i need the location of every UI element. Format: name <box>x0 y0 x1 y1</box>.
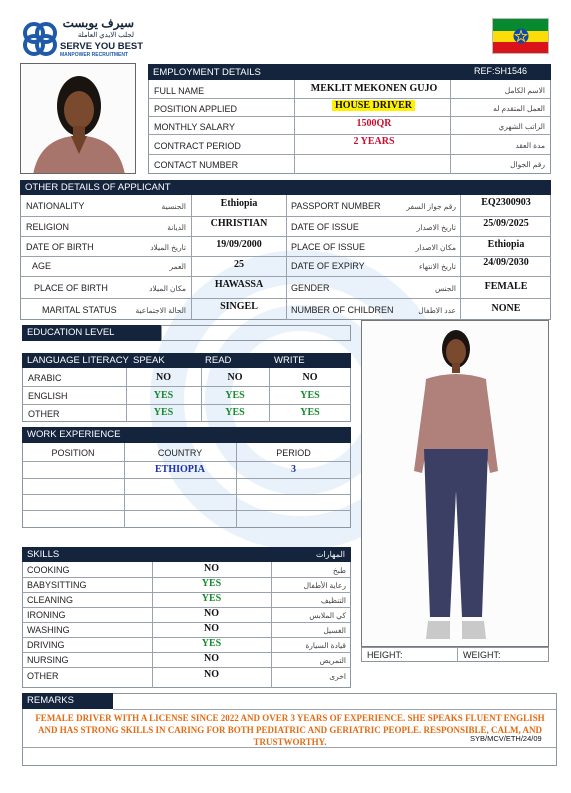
children-arabic: عدد الاطفال <box>418 306 456 315</box>
skill-babysitting-label: BABYSITTING <box>27 580 87 590</box>
employment-header: EMPLOYMENT DETAILS <box>153 67 261 78</box>
gender-arabic: الجنس <box>434 284 456 293</box>
dob-arabic: تاريخ الميلاد <box>150 243 186 252</box>
salary-arabic: الراتب الشهري <box>498 122 545 131</box>
issue-place-arabic: مكان الاصدار <box>415 243 456 252</box>
nationality-value: Ethiopia <box>220 198 258 209</box>
other-row-line <box>20 216 551 217</box>
lang-other-speak: YES <box>153 407 174 418</box>
education-header-bar <box>22 325 161 341</box>
skill-nursing-arabic: التمريض <box>319 656 346 665</box>
contact-label: CONTACT NUMBER <box>154 160 239 170</box>
height-label: HEIGHT: <box>367 650 403 660</box>
work-col-country: COUNTRY <box>157 448 203 458</box>
skills-divider <box>271 562 272 688</box>
passport-label: PASSPORT NUMBER <box>291 201 381 211</box>
children-value: NONE <box>491 303 521 314</box>
language-col-read: READ <box>205 355 232 366</box>
work-row-1-period: 3 <box>291 464 296 475</box>
skill-babysitting-arabic: رعاية الأطفال <box>303 581 346 590</box>
lang-arabic-label: ARABIC <box>28 373 62 383</box>
contract-arabic: مدة العقد <box>515 141 545 150</box>
marital-value: SINGEL <box>220 301 258 312</box>
skills-row-line <box>22 667 351 668</box>
issue-date-label: DATE OF ISSUE <box>291 222 359 232</box>
lang-english-read: YES <box>225 390 245 401</box>
work-row-line <box>22 510 351 511</box>
company-name: SERVE YOU BEST <box>60 41 144 52</box>
passport-value: EQ2300903 <box>481 197 531 208</box>
contract-label: CONTRACT PERIOD <box>154 141 241 151</box>
marital-arabic: الحالة الاجتماعية <box>135 306 186 315</box>
skill-ironing-label: IRONING <box>27 610 66 620</box>
full-body-photo <box>361 320 549 647</box>
contract-value: 2 YEARS <box>353 136 395 147</box>
full-body-person-icon <box>362 321 549 647</box>
skill-ironing-value: NO <box>204 608 219 619</box>
expiry-arabic: تاريخ الانتهاء <box>419 262 456 271</box>
skill-driving-value: YES <box>201 638 222 649</box>
issue-date-arabic: تاريخ الاصدار <box>416 223 456 232</box>
expiry-value: 24/09/2030 <box>483 257 529 268</box>
physical-divider <box>457 647 458 662</box>
expiry-label: DATE OF EXPIRY <box>291 261 365 271</box>
remarks-line <box>113 709 557 710</box>
weight-label: WEIGHT: <box>463 650 501 660</box>
issue-date-value: 25/09/2025 <box>483 218 529 229</box>
skill-cleaning-value: YES <box>201 593 222 604</box>
work-col-position: POSITION <box>51 448 95 458</box>
lang-arabic-write: NO <box>302 372 318 383</box>
company-tagline: MANPOWER RECRUITMENT <box>60 52 129 58</box>
employment-row <box>148 135 551 155</box>
pob-arabic: مكان الميلاد <box>149 284 186 293</box>
company-arabic-name: سيرف يوبست <box>62 16 134 30</box>
pob-value: HAWASSA <box>214 279 264 290</box>
skills-header-arabic: المهارات <box>315 550 345 559</box>
skill-other-label: OTHER <box>27 671 59 681</box>
pob-label: PLACE OF BIRTH <box>34 283 108 293</box>
employment-ref: REF:SH1546 <box>473 66 527 76</box>
religion-label: RELIGION <box>26 222 70 232</box>
skill-cleaning-arabic: التنظيف <box>320 596 346 605</box>
issue-place-value: Ethiopia <box>487 239 525 250</box>
language-col-write: WRITE <box>274 355 305 366</box>
company-logo <box>22 16 144 60</box>
full-name-arabic: الاسم الكامل <box>504 86 545 95</box>
position-arabic: العمل المتقدم له <box>493 104 545 113</box>
other-row-line <box>20 276 551 277</box>
nationality-arabic: الجنسية <box>161 202 186 211</box>
nationality-label: NATIONALITY <box>26 201 85 211</box>
language-header-bar <box>22 353 351 368</box>
other-row-line <box>20 298 551 299</box>
passport-arabic: رقم جواز السفر <box>406 202 456 211</box>
lang-arabic-read: NO <box>227 372 243 383</box>
work-row-1-country: ETHIOPIA <box>154 464 205 475</box>
children-label: NUMBER OF CHILDREN <box>291 305 394 315</box>
contact-arabic: رقم الجوال <box>510 160 545 169</box>
employment-header-bar <box>148 64 551 80</box>
employment-row <box>148 99 551 117</box>
employment-row <box>148 155 551 174</box>
salary-label: MONTHLY SALARY <box>154 122 236 132</box>
age-arabic: العمر <box>169 262 186 271</box>
remarks-header-bar <box>22 693 113 709</box>
skill-other-arabic: اخرى <box>329 672 346 681</box>
other-divider-mid <box>286 195 287 320</box>
age-label: AGE <box>32 261 52 271</box>
remarks-header: REMARKS <box>27 695 74 706</box>
lang-other-read: YES <box>225 407 245 418</box>
position-value: HOUSE DRIVER <box>332 100 415 111</box>
full-name-value: MEKLIT MEKONEN GUJO <box>310 83 438 94</box>
skill-driving-label: DRIVING <box>27 640 65 650</box>
other-details-header-bar <box>20 180 551 195</box>
logo-knot-icon <box>22 20 58 58</box>
lang-other-write: YES <box>300 407 320 418</box>
ethiopia-flag <box>492 18 549 54</box>
position-label: POSITION APPLIED <box>154 104 238 114</box>
portrait-person-icon <box>21 64 136 174</box>
dob-value: 19/09/2000 <box>216 239 262 250</box>
skill-washing-label: WASHING <box>27 625 70 635</box>
flag-emblem-icon <box>513 28 529 44</box>
lang-english-speak: YES <box>153 390 174 401</box>
skill-cooking-label: COOKING <box>27 565 70 575</box>
dob-label: DATE OF BIRTH <box>26 242 94 252</box>
work-header-bar <box>22 427 351 443</box>
remarks-code: SYB/MCV/ETH/24/09 <box>470 734 542 743</box>
work-row-line <box>22 478 351 479</box>
skill-babysitting-value: YES <box>201 578 222 589</box>
work-col-period: PERIOD <box>276 448 311 458</box>
language-header: LANGUAGE LITERACY <box>27 355 129 366</box>
skill-other-value: NO <box>204 669 219 680</box>
work-row-line <box>22 461 351 462</box>
remarks-text: FEMALE DRIVER WITH A LICENSE SINCE 2022 AND OVER 3 YEARS OF EXPERIENCE. SHE SPEAKS FLUENT ENGLISH AND HAS STRONG SKILLS IN CARING FOR BOTH PEDIATRIC AND GERIATRIC PEOPLE. RESPONSIBLE, CALM, AND TRUSTWORTHY. <box>35 713 545 747</box>
full-name-label: FULL NAME <box>154 86 205 96</box>
lang-other-label: OTHER <box>28 409 60 419</box>
issue-place-label: PLACE OF ISSUE <box>291 242 366 252</box>
skill-driving-arabic: قيادة السيارة <box>305 641 346 650</box>
language-col-speak: SPEAK <box>133 355 165 366</box>
language-row-line <box>22 386 351 387</box>
employment-row <box>148 117 551 135</box>
gender-label: GENDER <box>291 283 330 293</box>
lang-english-write: YES <box>300 390 320 401</box>
skill-ironing-arabic: كي الملابس <box>309 611 346 620</box>
skills-header-bar <box>22 547 351 562</box>
education-value-box <box>161 325 351 341</box>
company-arabic-sub: لجلب الايدي العاملة <box>77 32 134 39</box>
work-row-line <box>22 494 351 495</box>
language-row-line <box>22 404 351 405</box>
portrait-photo <box>20 63 136 174</box>
employment-row <box>148 80 551 99</box>
other-row-line <box>20 236 551 237</box>
skill-washing-arabic: الغسيل <box>323 626 346 635</box>
skill-washing-value: NO <box>204 623 219 634</box>
gender-value: FEMALE <box>484 281 528 292</box>
religion-arabic: الديانة <box>167 223 186 232</box>
salary-value: 1500QR <box>356 118 392 129</box>
education-header: EDUCATION LEVEL <box>27 327 115 338</box>
lang-english-label: ENGLISH <box>28 391 68 401</box>
age-value: 25 <box>234 259 244 270</box>
religion-value: CHRISTIAN <box>210 218 268 229</box>
skill-nursing-value: NO <box>204 653 219 664</box>
skill-cleaning-label: CLEANING <box>27 595 74 605</box>
work-header: WORK EXPERIENCE <box>27 429 121 440</box>
other-details-header: OTHER DETAILS OF APPLICANT <box>25 182 171 193</box>
skill-nursing-label: NURSING <box>27 655 69 665</box>
marital-label: MARITAL STATUS <box>42 305 117 315</box>
skills-header: SKILLS <box>27 549 60 560</box>
skill-cooking-arabic: طبخ <box>332 566 346 575</box>
skill-cooking-value: NO <box>204 563 219 574</box>
lang-arabic-speak: NO <box>156 372 171 383</box>
